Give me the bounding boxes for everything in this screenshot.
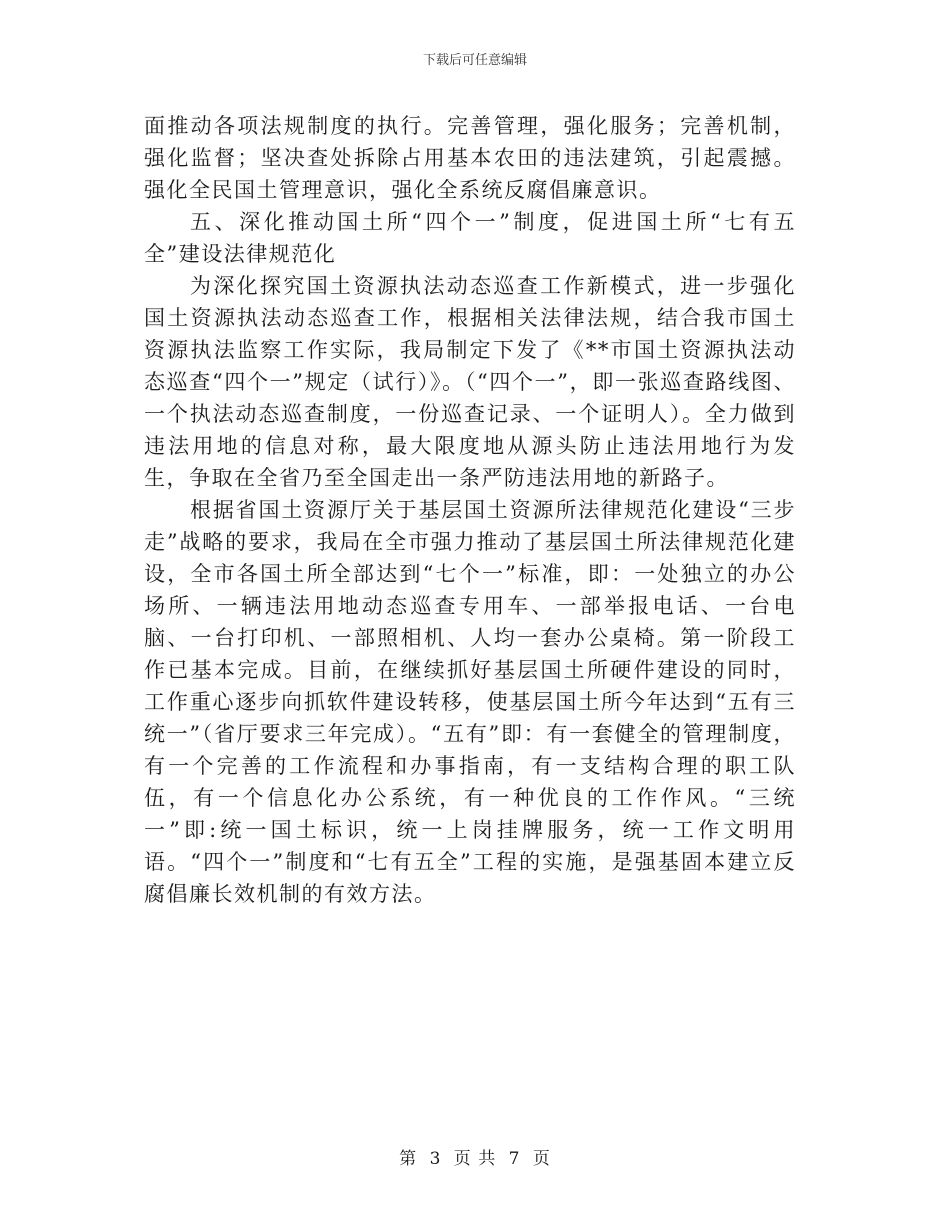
footer-suffix: 页 xyxy=(532,1149,551,1169)
total-pages: 7 xyxy=(508,1149,521,1169)
footer-prefix: 第 xyxy=(399,1149,418,1169)
page-header-note: 下载后可任意编辑 xyxy=(422,53,527,68)
paragraph-continued: 面推动各项法规制度的执行。完善管理，强化服务；完善机制，强化监督；坚决查处拆除占用基本农田的违法建筑，引起震撼。强化全民国土管理意识，强化全系统反腐倡廉意识。 xyxy=(144,114,796,202)
section-heading: 五、深化推动国土所“四个一”制度，促进国土所“七有五全”建设法律规范化 xyxy=(144,210,796,266)
page-number-footer xyxy=(0,1149,950,1169)
paragraph: 为深化探究国土资源执法动态巡查工作新模式，进一步强化国土资源执法动态巡查工作，根据相关法律法规，结合我市国土资源执法监察工作实际，我局制定下发了《**市国土资源执法动态巡查“四个一”规定（试行）》。（“四个一”，即一张巡查路线图、一个执法动态巡查制度，一份巡查记录、一个证明人）。全力做到违法用地的信息对称，最大限度地从源头防止违法用地行为发生，争取在全省乃至全国走出一条严防违法用地的新路子。 xyxy=(144,274,796,490)
document-body xyxy=(144,110,796,910)
paragraph: 根据省国土资源厅关于基层国土资源所法律规范化建设“三步走”战略的要求，我局在全市强力推动了基层国土所法律规范化建设，全市各国土所全部达到“七个一”标准，即：一处独立的办公场所、一辆违法用地动态巡查专用车、一部举报电话、一台电脑、一台打印机、一部照相机、人均一套办公桌椅。第一阶段工作已基本完成。目前，在继续抓好基层国土所硬件建设的同时，工作重心逐步向抓软件建设转移，使基层国土所今年达到“五有三统一”（省厅要求三年完成）。“五有”即：有一套健全的管理制度，有一个完善的工作流程和办事指南，有一支结构合理的职工队伍，有一个信息化办公系统，有一种优良的工作作风。“三统一”即:统一国土标识，统一上岗挂牌服务，统一工作文明用语。“四个一”制度和“七有五全”工程的实施，是强基固本建立反腐倡廉长效机制的有效方法。 xyxy=(144,498,796,906)
current-page-number: 3 xyxy=(429,1149,442,1169)
footer-middle: 页 共 xyxy=(453,1149,497,1169)
